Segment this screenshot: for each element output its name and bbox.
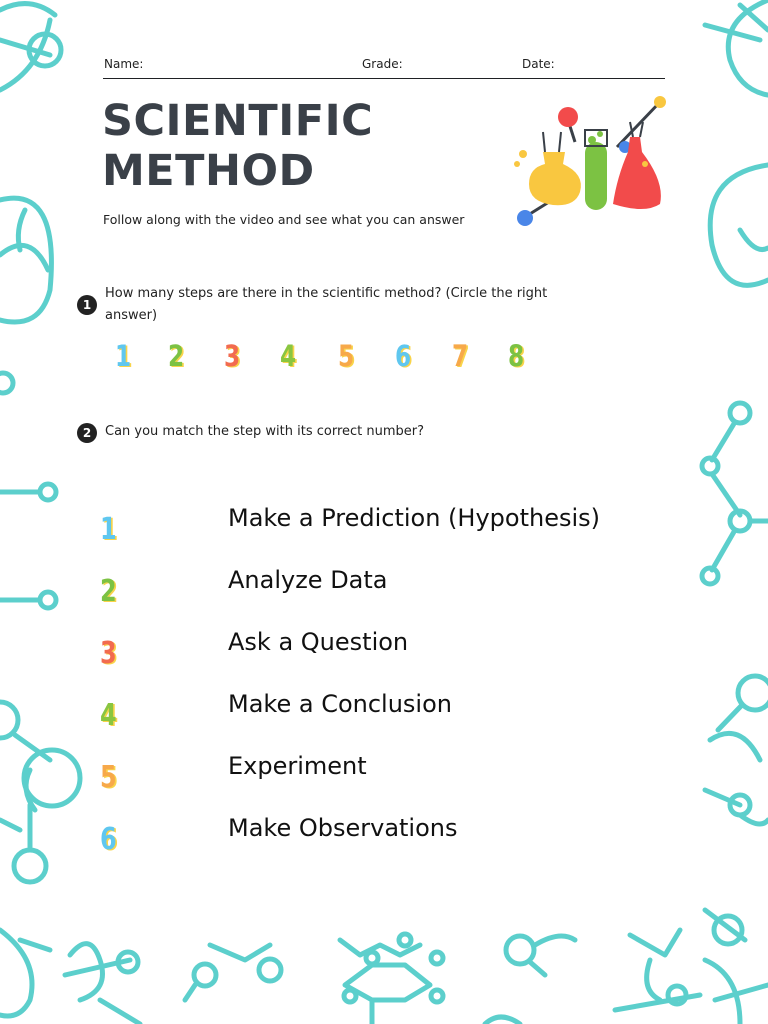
question-2-badge: 2 (77, 423, 97, 443)
answer-choice-7[interactable]: 7 (452, 339, 469, 373)
grade-label: Grade: (362, 57, 403, 71)
page-title-line1: SCIENTIFIC (102, 96, 374, 146)
header-divider (103, 78, 665, 79)
page-title-line2: METHOD (102, 146, 315, 196)
match-number-5: 5 (100, 760, 117, 795)
answer-choice-5[interactable]: 5 (338, 339, 355, 373)
step-item: Make a Conclusion (228, 690, 452, 718)
answer-choice-6[interactable]: 6 (395, 339, 412, 373)
date-label: Date: (522, 57, 555, 71)
answer-choice-4[interactable]: 4 (280, 339, 297, 373)
answer-choice-1[interactable]: 1 (115, 339, 132, 373)
answer-choice-3[interactable]: 3 (224, 339, 241, 373)
name-label: Name: (104, 57, 144, 71)
answer-choice-2[interactable]: 2 (168, 339, 185, 373)
match-number-2: 2 (100, 574, 117, 609)
step-item: Make Observations (228, 814, 458, 842)
lab-beakers-icon (505, 92, 675, 232)
step-item: Make a Prediction (Hypothesis) (228, 504, 600, 532)
question-2-text: Can you match the step with its correct number? (105, 424, 425, 439)
subtitle: Follow along with the video and see what you can answer (103, 212, 465, 227)
answer-choice-8[interactable]: 8 (508, 339, 525, 373)
match-number-6: 6 (100, 822, 117, 857)
question-1-text: How many steps are there in the scientific method? (Circle the right answer) (105, 286, 548, 323)
step-item: Experiment (228, 752, 367, 780)
match-number-3: 3 (100, 636, 117, 671)
question-1-badge: 1 (77, 295, 97, 315)
match-number-1: 1 (100, 512, 117, 547)
step-item: Analyze Data (228, 566, 388, 594)
step-item: Ask a Question (228, 628, 409, 656)
match-number-4: 4 (100, 698, 117, 733)
